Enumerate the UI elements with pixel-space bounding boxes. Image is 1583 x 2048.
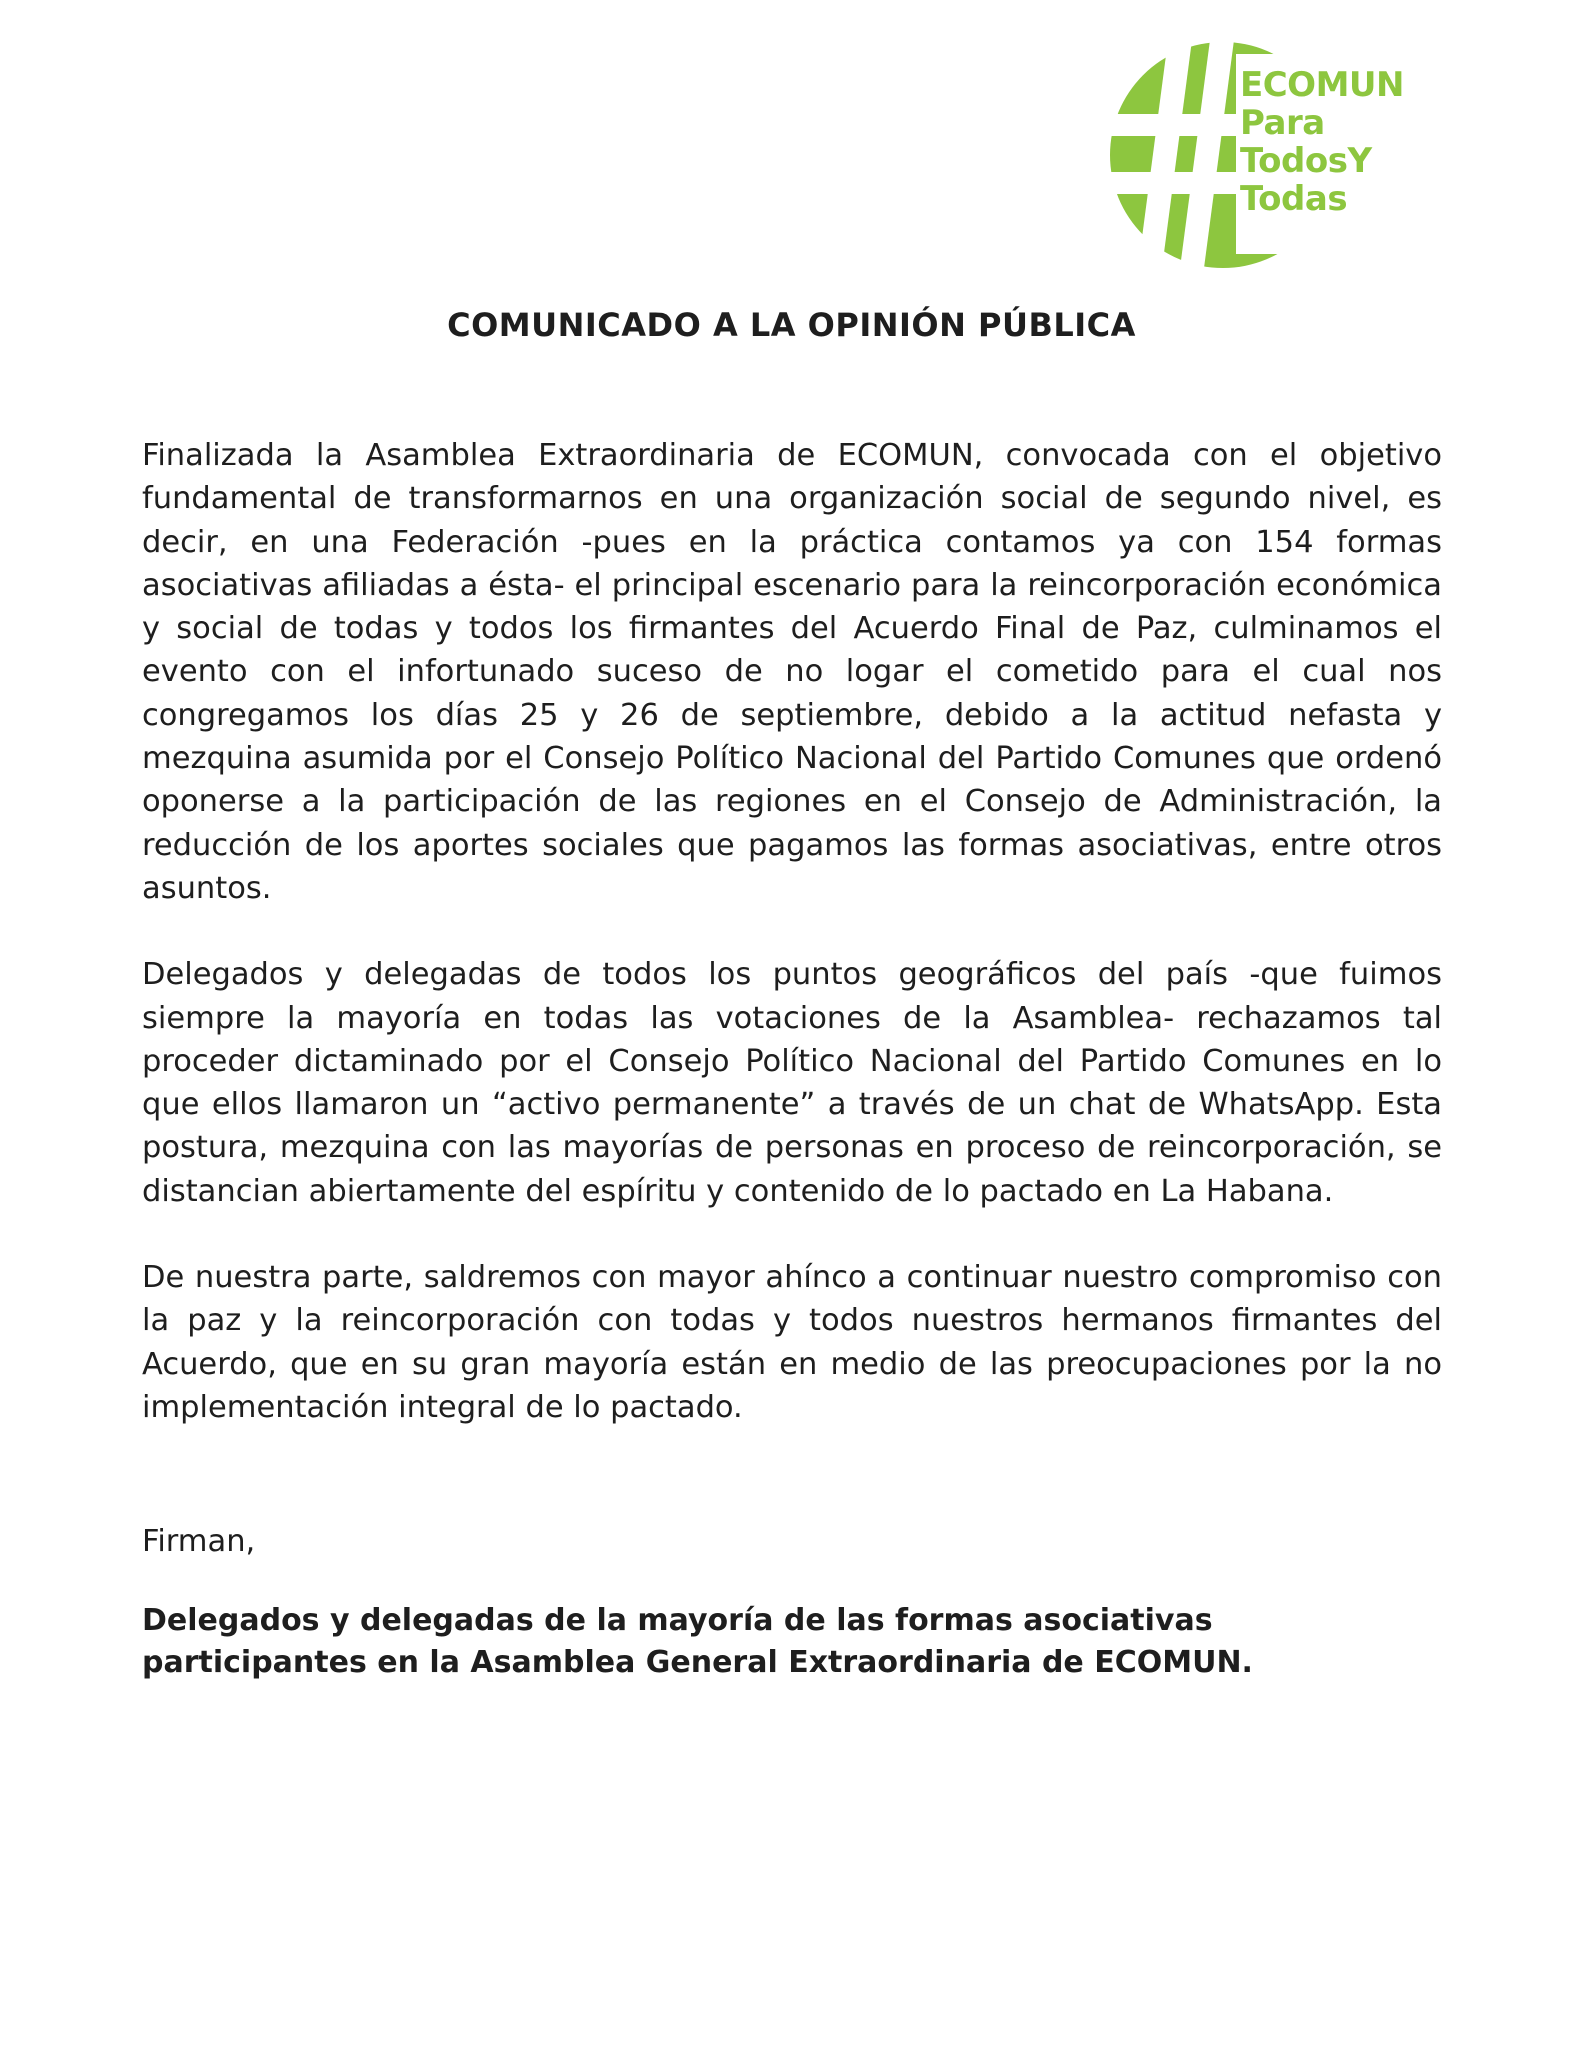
logo-line: Para xyxy=(1240,103,1325,143)
closing-text: Firman, xyxy=(142,1524,256,1560)
document-title: COMUNICADO A LA OPINIÓN PÚBLICA xyxy=(447,306,1136,344)
ecomun-logo xyxy=(1108,40,1438,270)
logo-wordmark xyxy=(1240,66,1404,218)
logo-line: TodosY xyxy=(1240,141,1372,181)
paragraph: Delegados y delegadas de todos los puntos geográficos del país -que fuimos siempre la mayoría en todas las votaciones de la Asamblea- rechazamos tal proceder dictaminado por el Consejo Político Nacional del Partido Comunes en lo que ellos llamaron un “activo permanente” a través de un chat de WhatsApp. Esta postura, mezquina con las mayorías de personas en proceso de reincorporación, se distancian abiertamente del espíritu y contenido de lo pactado en La Habana. xyxy=(142,957,1442,1209)
paragraph: De nuestra parte, saldremos con mayor ahínco a continuar nuestro compromiso con la paz y la reincorporación con todas y todos nuestros hermanos firmantes del Acuerdo, que en su gran mayoría están en medio de las preocupaciones por la no implementación integral de lo pactado. xyxy=(142,1260,1442,1425)
logo-line: Todas xyxy=(1240,179,1348,219)
document-body xyxy=(142,434,1442,1684)
signature-block: Delegados y delegadas de la mayoría de las formas asociativas participantes en la Asamblea General Extraordinaria de ECOMUN. xyxy=(142,1603,1253,1681)
paragraph: Finalizada la Asamblea Extraordinaria de ECOMUN, convocada con el objetivo fundamental de transformarnos en una organización social de segundo nivel, es decir, en una Federación -pues en la práctica contamos ya con 154 formas asociativas afiliadas a ésta- el principal escenario para la reincorporación económica y social de todas y todos los firmantes del Acuerdo Final de Paz, culminamos el evento con el infortunado suceso de no logar el cometido para el cual nos congregamos los días 25 y 26 de septiembre, debido a la actitud nefasta y mezquina asumida por el Consejo Político Nacional del Partido Comunes que ordenó oponerse a la participación de las regiones en el Consejo de Administración, la reducción de los aportes sociales que pagamos las formas asociativas, entre otros asuntos. xyxy=(142,438,1442,906)
logo-line: ECOMUN xyxy=(1240,65,1404,105)
